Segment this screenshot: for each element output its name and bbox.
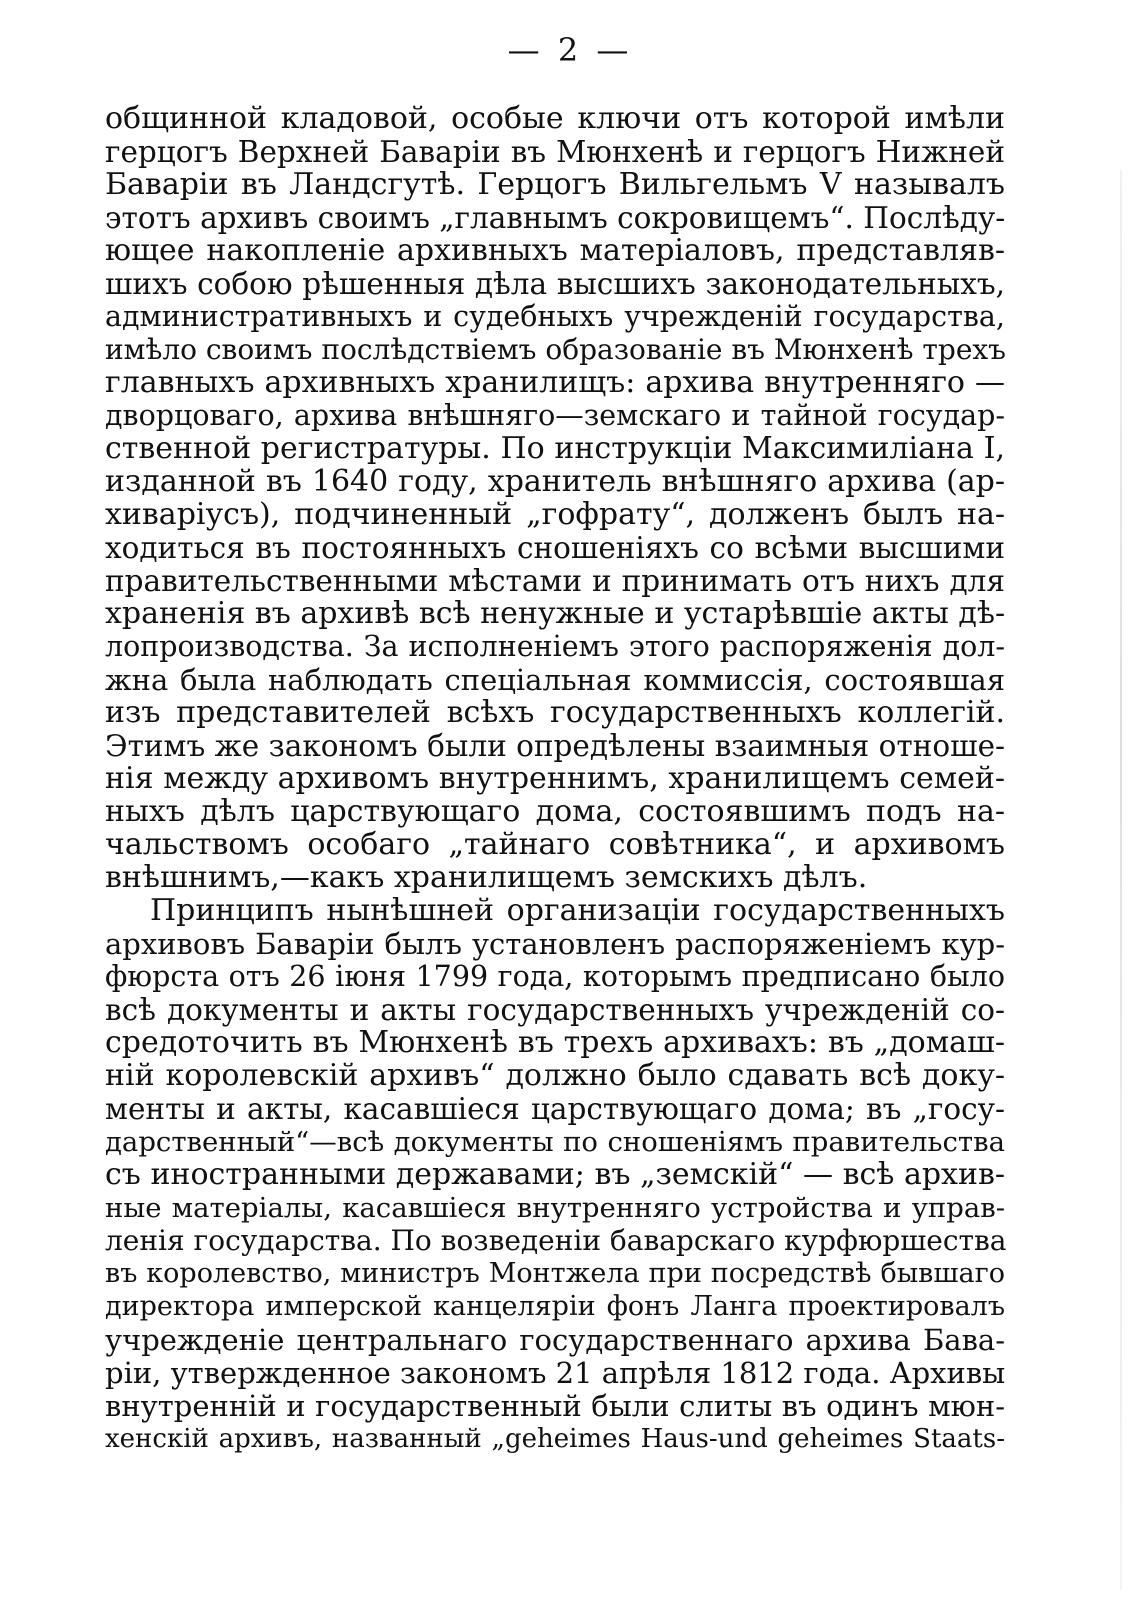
text-line: правительственными мѣстами и принимать отъ нихъ для bbox=[105, 564, 1005, 598]
text-line: чальствомъ особаго „тайнаго совѣтника“, и архивомъ bbox=[105, 827, 1005, 862]
text-line: менты и акты, касавшіеся царствующаго дома; въ „госу- bbox=[105, 1092, 1005, 1126]
text-line: внутренній и государственный были слиты въ одинъ мюн- bbox=[105, 1389, 1005, 1423]
text-line: ріи, утвержденное закономъ 21 апрѣля 1812 года. Архивы bbox=[105, 1356, 1006, 1390]
text-line: дарственный“—всѣ документы по сношеніямъ правительства bbox=[105, 1126, 1005, 1158]
text-line: ній королевскій архивъ“ должно было сдавать всѣ доку- bbox=[105, 1058, 1005, 1093]
text-line: этотъ архивъ своимъ „главнымъ сокровищемъ“. Послѣду- bbox=[105, 201, 1006, 235]
text-line: имѣло своимъ послѣдствіемъ образованіе въ Мюнхенѣ трехъ bbox=[105, 333, 1006, 366]
text-line: средоточить въ Мюнхенѣ въ трехъ архивахъ: въ „домаш- bbox=[105, 1025, 1005, 1060]
text-line: въ королевство, министръ Монтжела при посредствѣ бывшаго bbox=[105, 1258, 1005, 1289]
text-line: изданной въ 1640 году, хранитель внѣшняго архива (ар- bbox=[105, 464, 1005, 499]
text-line: хиваріусъ), подчиненный „гофрату“, долженъ былъ на- bbox=[105, 497, 1005, 532]
text-line: Баваріи въ Ландсгутѣ. Герцогъ Вильгельмъ V называлъ bbox=[105, 167, 1005, 202]
text-line: герцогъ Верхней Баваріи въ Мюнхенѣ и герцогъ Нижней bbox=[105, 135, 1005, 169]
text-line: общинной кладовой, особые ключи отъ которой имѣли bbox=[105, 101, 1005, 136]
text-line: Этимъ же закономъ были опредѣлены взаимныя отноше- bbox=[105, 729, 1005, 763]
text-line: жна была наблюдать спеціальная коммиссія, состоявшая bbox=[105, 663, 1005, 697]
text-line: изъ представителей всѣхъ государственныхъ коллегій. bbox=[105, 695, 1005, 730]
text-line: административныхъ и судебныхъ учрежденій государства, bbox=[105, 300, 1005, 333]
text-line: хенскій архивъ, названный „geheimes Haus-und geheimes Staats- bbox=[105, 1424, 1005, 1454]
text-line: фюрста отъ 26 іюня 1799 года, которымъ предписано было bbox=[105, 960, 1005, 993]
scan-edge-line bbox=[1120, 170, 1122, 1590]
text-line: внѣшнимъ,—какъ хранилищемъ земскихъ дѣлъ. bbox=[105, 860, 868, 895]
text-line: архивовъ Баваріи былъ установленъ распоряженіемъ кур- bbox=[105, 927, 1005, 961]
text-line: нія между архивомъ внутреннимъ, хранилищемъ семей- bbox=[105, 761, 1005, 796]
text-line: главныхъ архивныхъ хранилищъ: архива внутренняго — bbox=[105, 365, 1005, 400]
text-line: ющее накопленіе архивныхъ матеріаловъ, представляв- bbox=[105, 233, 1005, 268]
paragraph-first-line: Принципъ нынѣшней организаціи государственныхъ bbox=[150, 893, 1005, 928]
text-line: храненія въ архивѣ всѣ ненужные и устарѣвшіе акты дѣ- bbox=[105, 596, 1006, 631]
text-line: ходиться въ постоянныхъ сношеніяхъ со всѣми высшими bbox=[105, 531, 1005, 565]
text-line: учрежденіе центральнаго государственнаго архива Бава- bbox=[105, 1323, 1005, 1357]
text-line: ственной регистратуры. По инструкціи Максимиліана I, bbox=[105, 431, 1005, 466]
text-line: съ иностранными державами; въ „земскій“ — всѣ архив- bbox=[105, 1157, 1005, 1192]
text-line: ленія государства. По возведеніи баварскаго курфюршества bbox=[105, 1224, 1007, 1257]
text-line: шихъ собою рѣшенныя дѣла высшихъ законодательныхъ, bbox=[105, 267, 1005, 301]
page-number: — 2 — bbox=[507, 31, 633, 69]
text-line: всѣ документы и акты государственныхъ учрежденій со- bbox=[105, 993, 1005, 1027]
text-line: лопроизводства. За исполненіемъ этого распоряженія дол- bbox=[105, 630, 1005, 663]
text-line: дворцоваго, архива внѣшняго—земскаго и тайной государ- bbox=[105, 399, 1005, 432]
text-line: директора имперской канцеляріи фонъ Ланга проектировалъ bbox=[105, 1291, 1005, 1322]
text-line: ные матеріалы, касавшіеся внутренняго устройства и управ- bbox=[105, 1192, 1005, 1224]
text-line: ныхъ дѣлъ царствующаго дома, состоявшимъ подъ на- bbox=[105, 794, 1005, 829]
